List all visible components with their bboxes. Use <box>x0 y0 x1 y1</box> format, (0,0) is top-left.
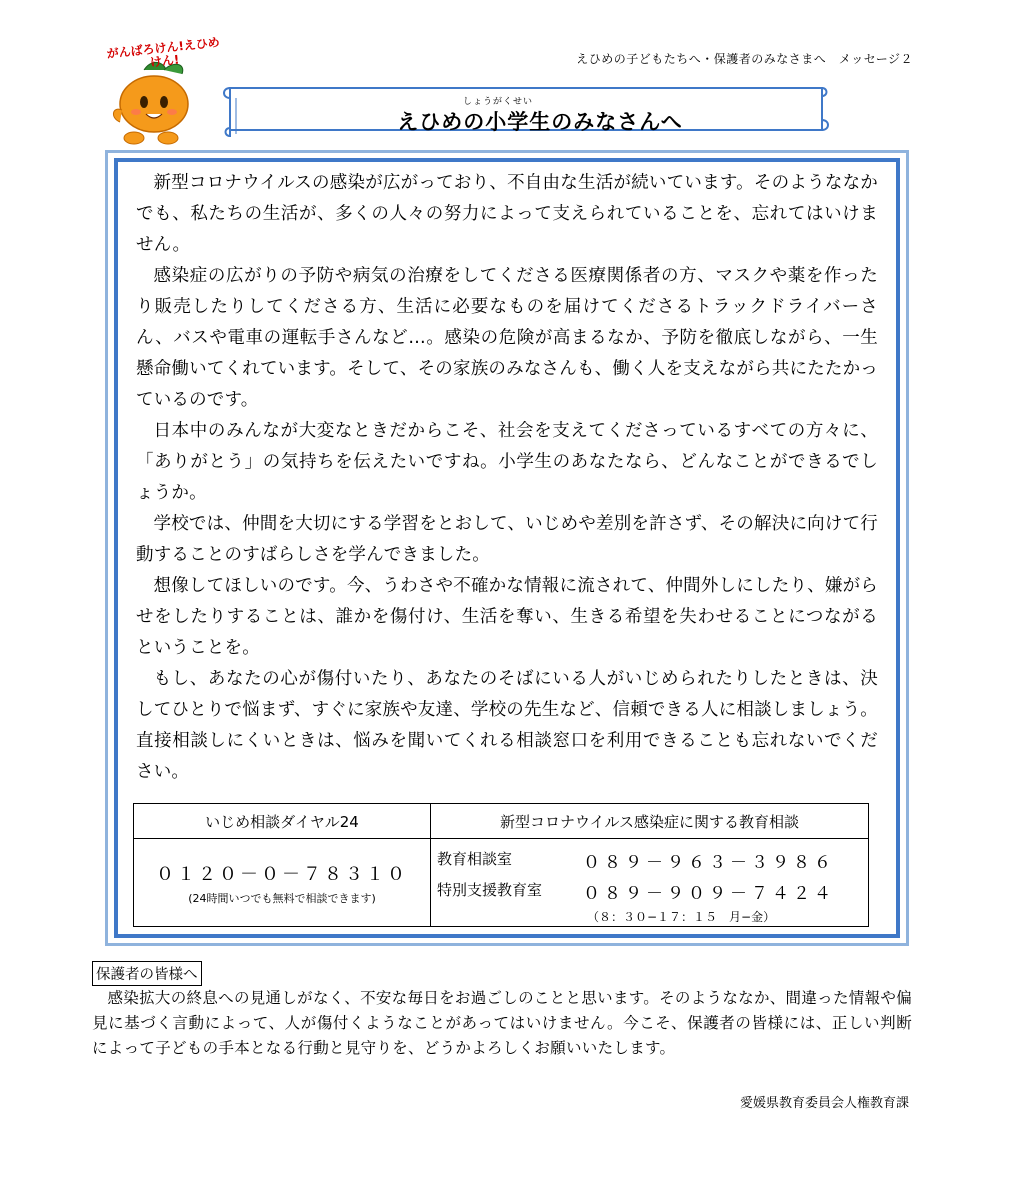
dial-note: (24時間いつでも無料で相談できます) <box>188 892 376 905</box>
paragraph: 学校では、仲間を大切にする学習をとおして、いじめや差別を許さず、その解決に向けて行動することのすばらしさを学んできました。 <box>136 514 878 565</box>
paragraph: 感染症の広がりの予防や病気の治療をしてくださる医療関係者の方、マスクや薬を作ったり販売したりしてくださる方、生活に必要なものを届けてくださるトラックドライバーさん、バスや電車の運転手さんなど…。感染の危険が高まるなか、予防を徹底しながら、一生懸命働いてくれています。そして、その家族のみなさんも、働く人を支えながら共にたたかっているのです。 <box>136 266 878 410</box>
contact-table <box>133 803 869 927</box>
consult-number: ０８９－９６３－３９８６ <box>583 853 835 873</box>
logo-text: がんばろけん!えひめけん! <box>106 35 221 70</box>
paragraph: もし、あなたの心が傷付いたり、あなたのそばにいる人がいじめられたりしたときは、決してひとりで悩まず、すぐに家族や友達、学校の先生など、信頼できる人に相談しましょう。直接相談しにくいときは、悩みを聞いてくれる相談窓口を利用できることも忘れないでください。 <box>136 669 878 782</box>
page-title: えひめの小学生のみなさんへ <box>397 110 683 134</box>
corona-consult-header: 新型コロナウイルス感染症に関する教育相談 <box>431 804 869 839</box>
consult-number: ０８９－９０９－７４２４ <box>583 884 835 904</box>
message-label: えひめの子どもたちへ・保護者のみなさまへ メッセージ２ <box>576 52 913 66</box>
ijime-dial-cell <box>134 839 431 927</box>
ijime-dial-header: いじめ相談ダイヤル24 <box>134 804 431 839</box>
consult-row <box>437 848 867 873</box>
parents-heading: 保護者の皆様へ <box>92 961 202 986</box>
dial-number: ０１２０－０－７８３１０ <box>156 864 408 885</box>
consult-label: 特別支援教育室 <box>437 881 543 899</box>
mascot-logo <box>104 35 224 150</box>
consult-label: 教育相談室 <box>437 850 513 868</box>
paragraph: 想像してほしいのです。今、うわさや不確かな情報に流されて、仲間外しにしたり、嫌がらせをしたりすることは、誰かを傷付け、生活を奪い、生きる希望を失わせることにつながるということを。 <box>136 576 878 658</box>
consult-row <box>437 879 867 904</box>
title-ruby: しょうがくせい <box>463 97 534 107</box>
parents-paragraph: 感染拡大の終息への見通しがなく、不安な毎日をお過ごしのことと思います。そのようななか、間違った情報や偏見に基づく言動によって、人が傷付くようなことがあってはいけません。今こそ、保護者の皆様には、正しい判断によって子どもの手本となる行動と見守りを、どうかよろしくお願いいたします。 <box>92 989 912 1057</box>
message-body <box>136 168 878 788</box>
parents-message <box>92 986 912 1061</box>
consult-hours: （８：３０−１７：１５ 月−金） <box>587 910 776 924</box>
signature: 愛媛県教育委員会人権教育課 <box>739 1096 909 1111</box>
paragraph: 新型コロナウイルスの感染が広がっており、不自由な生活が続いています。そのようななかでも、私たちの生活が、多くの人々の努力によって支えられていることを、忘れてはいけません。 <box>136 173 878 255</box>
consult-cell <box>431 839 869 927</box>
paragraph: 日本中のみんなが大変なときだからこそ、社会を支えてくださっているすべての方々に、「ありがとう」の気持ちを伝えたいですね。小学生のあなたなら、どんなことができるでしょうか。 <box>136 421 878 503</box>
